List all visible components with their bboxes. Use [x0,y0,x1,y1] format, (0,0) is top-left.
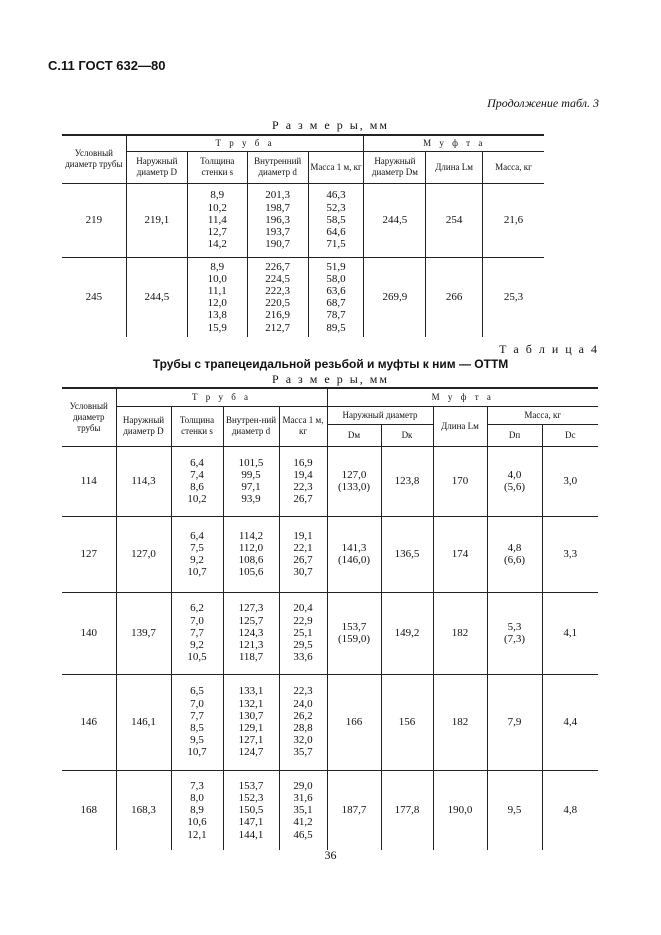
inner-diameter-value: 201,3 [265,189,291,202]
inner-diameter-value: 108,6 [238,554,264,566]
coupling-mass-dn [487,592,542,674]
coupling-dm-value: 187,7 [341,804,367,817]
table-row [62,770,598,850]
coupling-mass-dn [487,674,542,770]
t4-h-c-outer: Наружный диаметр [327,406,433,424]
mass-per-meter [279,770,327,850]
inner-diameter-value: 118,7 [238,651,264,664]
inner-diameter-value: 193,7 [265,226,291,239]
inner-diameter-value: 101,5 [238,456,264,469]
inner-diameter-value: 133,1 [238,685,264,698]
inner-diameter [223,592,279,674]
coupling-dk: 149,2 [381,592,433,674]
t3-h-wall: Толщина стенки s [187,151,247,183]
coupling-dm-value: 127,0 [341,468,367,481]
inner-diameter-value: 99,5 [241,468,261,481]
inner-diameter-value: 130,7 [238,709,264,722]
coupling-mass-dn-value: 4,8 [507,541,522,554]
outer-diameter: 127,0 [116,516,171,592]
coupling-dk: 136,5 [381,516,433,592]
wall-thickness-value: 10,7 [187,566,207,579]
table4-caption: Р а з м е р ы, мм [272,372,389,386]
wall-thickness [187,257,247,337]
table4-label: Т а б л и ц а 4 [499,342,599,356]
mass-per-meter-value: 68,7 [326,297,346,310]
t4-h-dc: Dс [542,424,598,446]
coupling-dm-value: (146,0) [337,554,371,566]
wall-thickness-value: 6,5 [190,685,204,698]
cond-diameter: 168 [62,770,116,850]
page-number: 36 [324,848,337,862]
inner-diameter [247,183,308,257]
mass-per-meter [279,592,327,674]
wall-thickness-value: 8,9 [190,804,204,817]
coupling-length: 266 [426,257,483,337]
table-row [62,446,598,516]
wall-thickness-value: 8,0 [190,791,204,804]
outer-diameter: 114,3 [116,446,171,516]
t3-h-mass: Масса 1 м, кг [308,151,364,183]
t3-h-outer: Наружный диаметр D [126,151,187,183]
t4-h-pipe: Т р у б а [116,388,327,406]
outer-diameter: 219,1 [126,183,187,257]
inner-diameter-value: 212,7 [265,321,291,334]
cond-diameter: 127 [62,516,116,592]
mass-per-meter-value: 26,7 [293,493,313,506]
t4-h-outer: Наружный диаметр D [116,406,171,446]
wall-thickness-value: 12,1 [187,828,207,841]
coupling-mass-dn-value: 7,9 [507,715,522,728]
inner-diameter [247,257,308,337]
coupling-dm-value: (133,0) [337,481,371,493]
mass-per-meter-value: 16,9 [293,456,313,469]
inner-diameter-value: 125,7 [238,614,264,627]
mass-per-meter-value: 22,3 [293,685,313,698]
mass-per-meter [279,516,327,592]
t4-h-mass: Масса 1 м, кг [279,406,327,446]
inner-diameter-value: 114,2 [238,529,264,542]
coupling-mass-dn-value: (5,6) [503,481,526,493]
mass-per-meter-value: 19,4 [293,468,313,481]
coupling-mass: 21,6 [482,183,544,257]
coupling-length: 182 [433,592,487,674]
wall-thickness [171,592,223,674]
table3-caption: Р а з м е р ы, мм [272,118,389,132]
inner-diameter-value: 147,1 [238,816,264,829]
table-row [62,516,598,592]
t4-h-dk: Dк [381,424,433,446]
wall-thickness [171,516,223,592]
mass-per-meter-value: 33,6 [293,651,313,664]
inner-diameter-value: 97,1 [241,481,261,493]
coupling-length: 182 [433,674,487,770]
coupling-mass-dc: 4,1 [542,592,598,674]
inner-diameter-value: 129,1 [238,722,264,734]
t4-h-coupling: М у ф т а [327,388,598,406]
inner-diameter-value: 220,5 [265,297,291,310]
mass-per-meter-value: 29,0 [293,779,313,792]
coupling-dk: 177,8 [381,770,433,850]
mass-per-meter-value: 28,8 [293,722,313,734]
cond-diameter: 140 [62,592,116,674]
wall-thickness-value: 7,4 [190,468,204,481]
coupling-mass-dn-value: (6,6) [503,554,526,566]
mass-per-meter-value: 30,7 [293,566,313,579]
coupling-mass-dn-value: 9,5 [507,804,522,817]
wall-thickness-value: 8,9 [210,189,225,202]
inner-diameter-value: 105,6 [238,566,264,579]
mass-per-meter-value: 63,6 [326,285,346,298]
inner-diameter-value: 124,7 [238,746,264,759]
wall-thickness-value: 10,7 [187,746,207,759]
inner-diameter-value: 152,3 [238,791,264,804]
mass-per-meter-value: 24,0 [293,697,313,710]
inner-diameter-value: 222,3 [265,285,291,298]
table-row [62,183,544,257]
mass-per-meter-value: 20,4 [293,602,313,615]
t4-h-dm: Dм [327,424,381,446]
mass-per-meter [308,183,364,257]
t4-h-c-len: Длина Lм [433,406,487,446]
mass-per-meter-value: 41,2 [293,816,313,829]
mass-per-meter-value: 58,5 [326,213,346,226]
wall-thickness-value: 14,2 [207,238,227,251]
t4-h-wall: Толщина стенки s [171,406,223,446]
coupling-length: 174 [433,516,487,592]
wall-thickness-value: 7,5 [190,541,204,554]
coupling-mass-dn [487,770,542,850]
wall-thickness-value: 6,2 [190,602,204,615]
t4-h-dn: Dп [487,424,542,446]
coupling-mass-dc: 3,0 [542,446,598,516]
mass-per-meter-value: 22,3 [293,481,313,493]
wall-thickness [171,674,223,770]
wall-thickness-value: 7,0 [190,614,204,627]
continuation-note: Продолжение табл. 3 [487,96,599,110]
inner-diameter-value: 121,3 [238,639,264,652]
mass-per-meter-value: 26,7 [293,554,313,566]
wall-thickness-value: 15,9 [207,321,227,334]
mass-per-meter [279,674,327,770]
table-row [62,257,544,337]
coupling-dk: 123,8 [381,446,433,516]
wall-thickness [187,183,247,257]
mass-per-meter-value: 46,3 [326,189,346,202]
table-row [62,592,598,674]
mass-per-meter-value: 19,1 [293,529,313,542]
t4-h-inner: Внутрен-ний диаметр d [223,406,279,446]
wall-thickness-value: 7,7 [190,626,204,639]
wall-thickness-value: 8,9 [210,260,225,273]
cond-diameter: 245 [62,257,126,337]
coupling-mass-dn [487,516,542,592]
wall-thickness [171,770,223,850]
outer-diameter: 244,5 [126,257,187,337]
inner-diameter-value: 150,5 [238,804,264,817]
outer-diameter: 146,1 [116,674,171,770]
table4 [62,387,598,850]
mass-per-meter-value: 35,1 [293,804,313,817]
t3-h-c-mass: Масса, кг [482,151,544,183]
coupling-dm [327,770,381,850]
mass-per-meter-value: 46,5 [293,828,313,841]
cond-diameter: 219 [62,183,126,257]
t3-h-pipe: Т р у б а [126,135,364,151]
t3-h-c-outer: Наружный диаметр Dм [364,151,426,183]
coupling-length: 170 [433,446,487,516]
coupling-dm-value: 166 [345,715,363,728]
coupling-mass-dn-value: (7,3) [503,633,526,645]
inner-diameter-value: 127,3 [238,602,264,615]
mass-per-meter-value: 26,2 [293,709,313,722]
mass-per-meter-value: 22,9 [293,614,313,627]
coupling-dk: 156 [381,674,433,770]
wall-thickness-value: 10,0 [207,272,227,285]
inner-diameter-value: 132,1 [238,697,264,710]
coupling-mass-dc: 4,8 [542,770,598,850]
wall-thickness-value: 9,2 [190,554,204,566]
inner-diameter-value: 216,9 [265,309,291,322]
wall-thickness-value: 9,5 [190,734,204,747]
coupling-dm-value: 141,3 [341,541,367,554]
coupling-mass-dn-value: 5,3 [507,620,522,633]
mass-per-meter-value: 58,0 [326,272,346,285]
inner-diameter-value: 196,3 [265,213,291,226]
wall-thickness-value: 11,1 [207,285,227,298]
outer-diameter: 139,7 [116,592,171,674]
wall-thickness-value: 12,7 [207,226,227,239]
inner-diameter-value: 190,7 [265,238,291,251]
coupling-dm [327,592,381,674]
wall-thickness-value: 9,2 [190,639,204,652]
t3-h-c-len: Длина Lм [426,151,483,183]
wall-thickness-value: 10,5 [187,651,207,664]
coupling-length: 190,0 [433,770,487,850]
inner-diameter-value: 127,1 [238,734,264,747]
t4-h-c-mass: Масса, кг [487,406,598,424]
inner-diameter [223,446,279,516]
inner-diameter-value: 112,0 [238,541,264,554]
mass-per-meter-value: 22,1 [293,541,313,554]
wall-thickness-value: 6,4 [190,529,204,542]
wall-thickness-value: 10,2 [187,493,207,506]
coupling-dm-value: 153,7 [341,620,367,633]
inner-diameter [223,770,279,850]
mass-per-meter [279,446,327,516]
table4-title: Трубы с трапецеидальной резьбой и муфты к ним — ОТТМ [152,357,509,371]
coupling-length: 254 [426,183,483,257]
coupling-dm [327,516,381,592]
coupling-dm [327,674,381,770]
inner-diameter-value: 198,7 [265,201,291,214]
wall-thickness-value: 11,4 [207,213,227,226]
mass-per-meter-value: 32,0 [293,734,313,747]
coupling-dm [327,446,381,516]
wall-thickness-value: 8,6 [190,481,204,493]
cond-diameter: 146 [62,674,116,770]
inner-diameter-value: 93,9 [241,493,261,506]
outer-diameter: 168,3 [116,770,171,850]
coupling-mass-dn-value: 4,0 [507,468,522,481]
wall-thickness [171,446,223,516]
coupling-outer: 269,9 [364,257,426,337]
mass-per-meter-value: 52,3 [326,201,346,214]
mass-per-meter-value: 25,1 [293,626,313,639]
t4-h-cond: Условный диаметр трубы [62,388,116,446]
wall-thickness-value: 8,5 [190,722,204,734]
wall-thickness-value: 7,7 [190,709,204,722]
wall-thickness-value: 7,3 [190,779,204,792]
page-header: С.11 ГОСТ 632—80 [48,58,166,73]
mass-per-meter-value: 31,6 [293,791,313,804]
inner-diameter [223,516,279,592]
coupling-mass-dn [487,446,542,516]
coupling-mass-dc: 3,3 [542,516,598,592]
table-row [62,674,598,770]
mass-per-meter-value: 89,5 [326,321,346,334]
mass-per-meter-value: 78,7 [326,309,346,322]
coupling-outer: 244,5 [364,183,426,257]
wall-thickness-value: 7,0 [190,697,204,710]
wall-thickness-value: 13,8 [207,309,227,322]
coupling-mass: 25,3 [482,257,544,337]
cond-diameter: 114 [62,446,116,516]
wall-thickness-value: 6,4 [190,456,204,469]
inner-diameter-value: 153,7 [238,779,264,792]
inner-diameter-value: 226,7 [265,260,291,273]
inner-diameter [223,674,279,770]
t3-h-cond: Условный диаметр трубы [62,135,126,183]
mass-per-meter-value: 29,5 [293,639,313,652]
mass-per-meter-value: 35,7 [293,746,313,759]
mass-per-meter [308,257,364,337]
mass-per-meter-value: 51,9 [326,260,346,273]
wall-thickness-value: 10,2 [207,201,227,214]
inner-diameter-value: 124,3 [238,626,264,639]
inner-diameter-value: 144,1 [238,828,264,841]
mass-per-meter-value: 71,5 [326,238,346,251]
mass-per-meter-value: 64,6 [326,226,346,239]
t3-h-coupling: М у ф т а [364,135,544,151]
coupling-dm-value: (159,0) [337,633,371,645]
t3-h-inner: Внутренний диаметр d [247,151,308,183]
table3 [62,134,544,337]
wall-thickness-value: 12,0 [207,297,227,310]
coupling-mass-dc: 4,4 [542,674,598,770]
wall-thickness-value: 10,6 [187,816,207,829]
inner-diameter-value: 224,5 [265,272,291,285]
